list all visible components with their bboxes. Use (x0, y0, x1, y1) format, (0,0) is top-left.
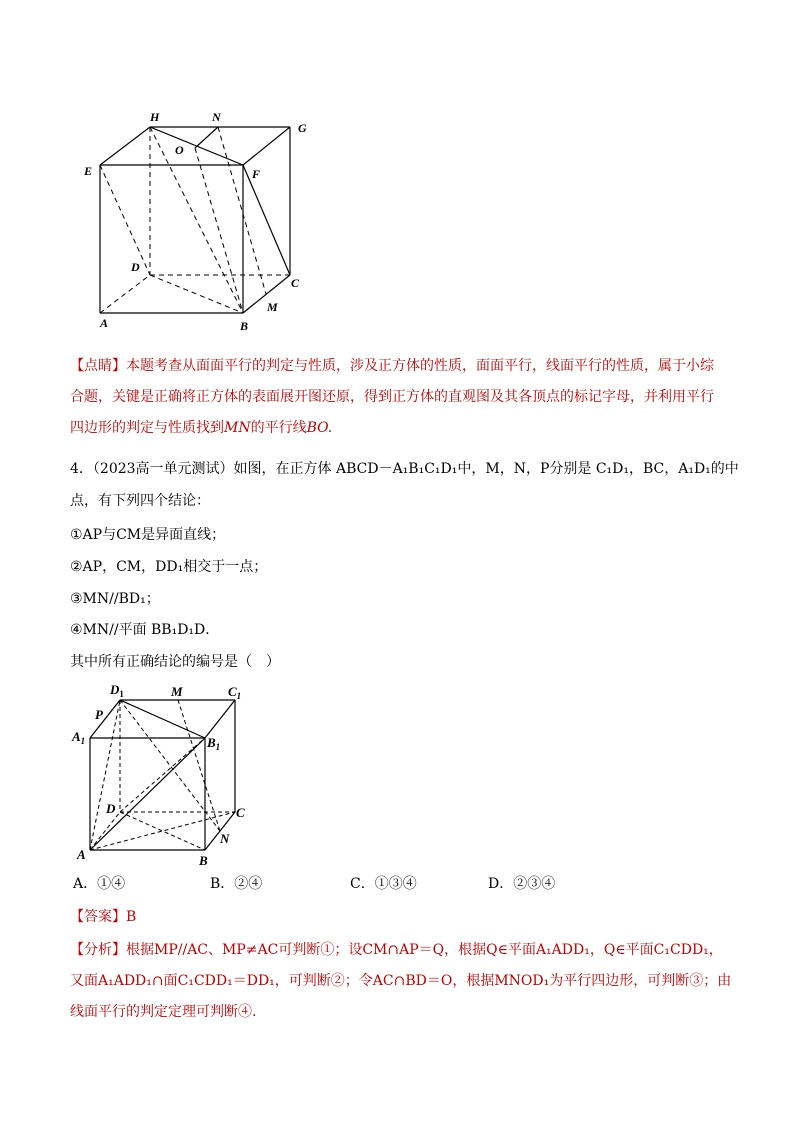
label-M: M (267, 300, 278, 314)
question-line-1: 4．（2023高一单元测试）如图，在正方体 ABCD－A₁B₁C₁D₁中，M，N，P分别是 C₁D₁，BC，A₁D₁的中 (70, 461, 739, 477)
label-A2: A (77, 847, 86, 862)
label-N: N (212, 110, 221, 124)
label-E: E (84, 164, 93, 178)
statement-3: ③MN//BD₁； (70, 591, 160, 607)
comment-line-3: 四边形的判定与性质找到MN的平行线BO. (70, 420, 333, 436)
label-G: G (298, 121, 307, 135)
label-B2: B (199, 853, 208, 868)
label-N2: N (220, 831, 230, 846)
label-P: P (95, 707, 103, 722)
label-B1: $B_1$ (207, 735, 221, 752)
option-C[interactable]: C．①③④ (350, 876, 417, 892)
label-M2: M (171, 684, 183, 699)
statement-1: ①AP与CM是异面直线； (70, 527, 226, 543)
label-D: D (131, 260, 140, 274)
comment-tag: 【点睛】 (70, 358, 126, 374)
label-F: F (252, 167, 261, 181)
label-D1: $D_1$ (110, 682, 124, 699)
label-C1: $C_1$ (228, 684, 242, 701)
label-A1: $A_1$ (72, 729, 86, 746)
label-C: C (291, 276, 300, 290)
option-A[interactable]: A．①④ (73, 876, 126, 892)
label-O: O (175, 143, 184, 157)
analysis-line-3: 线面平行的判定定理可判断④． (70, 1004, 266, 1020)
option-D[interactable]: D．②③④ (488, 876, 556, 892)
analysis-tag: 【分析】 (70, 942, 126, 958)
analysis-line-1: 【分析】根据MP//AC、MP≠AC可判断①；设CM∩AP＝Q，根据Q∈平面A₁ADD₁，Q∈平面C₁CDD₁， (70, 942, 723, 958)
label-C2: C (236, 805, 245, 820)
answer-line (70, 907, 136, 927)
question-line-2: 点，有下列四个结论： (70, 493, 210, 509)
answer-value: B (126, 909, 137, 925)
label-H: H (150, 110, 160, 124)
statement-2: ②AP，CM，DD₁相交于一点； (70, 559, 268, 575)
option-B[interactable]: B．②④ (210, 876, 263, 892)
comment-line-1: 【点睛】本题考查从面面平行的判定与性质，涉及正方体的性质，面面平行，线面平行的性质，属于小综 (70, 358, 714, 374)
comment-line-2: 合题，关键是正确将正方体的表面展开图还原，得到正方体的直观图及其各顶点的标记字母，并利用平行 (70, 389, 714, 405)
statement-4: ④MN//平面 BB₁D₁D． (70, 622, 220, 638)
cube-figure-1 (70, 105, 330, 340)
cube-figure-2 (70, 678, 260, 868)
label-A: A (100, 316, 109, 330)
label-B: B (240, 319, 249, 333)
analysis-line-2: 又面A₁ADD₁∩面C₁CDD₁＝DD₁，可判断②；令AC∩BD＝O，根据MNOD₁为平行四边形，可判断③；由 (70, 973, 732, 989)
label-D2: D (106, 801, 116, 816)
question-prompt: 其中所有正确结论的编号是（ ） (70, 654, 280, 670)
answer-tag: 【答案】 (70, 909, 126, 925)
